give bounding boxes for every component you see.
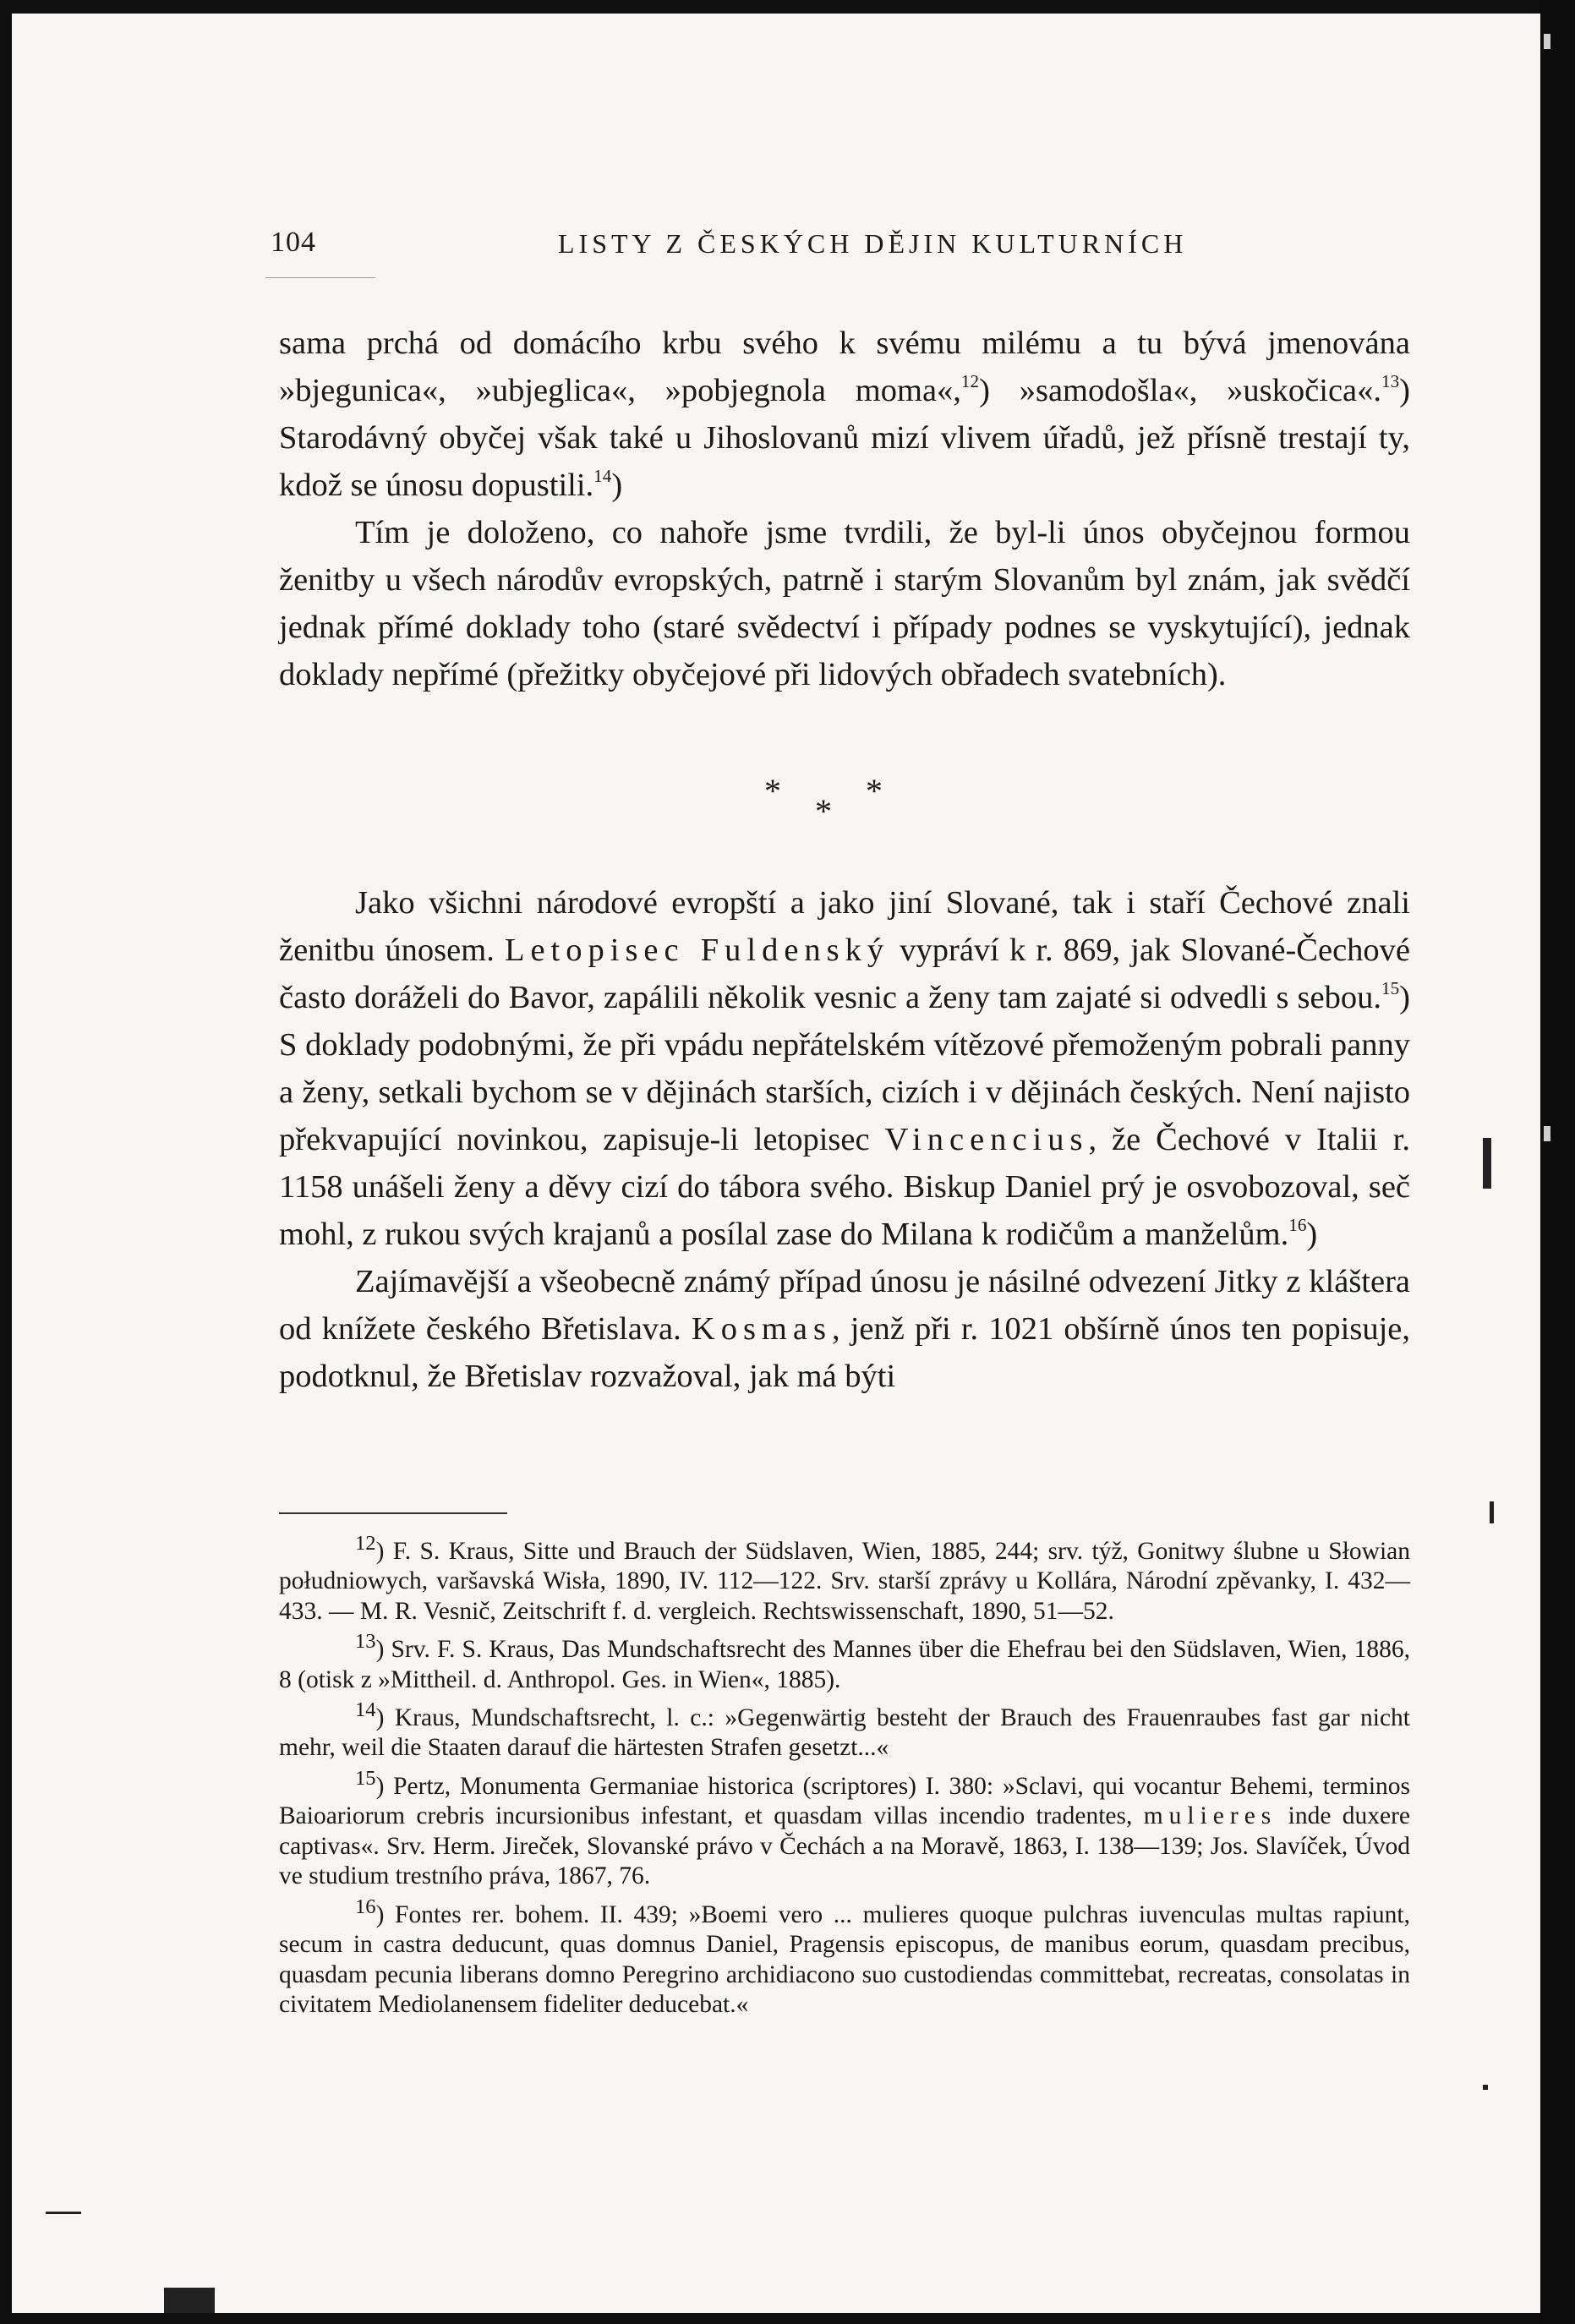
header-rule: [265, 277, 375, 278]
section-separator: [764, 771, 933, 839]
paragraph: [279, 320, 1410, 509]
edge-mark: [1483, 2085, 1488, 2090]
spaced-emphasis: Vincencius: [884, 1122, 1089, 1157]
spaced-emphasis: mulieres: [1143, 1802, 1277, 1830]
footnote-ref: 13: [1381, 371, 1400, 392]
text-run: Zajímavější a všeobecně známý případ únosu je násilné odvezení Jitky z kláštera od knížete českého Břetislava.: [279, 1264, 1410, 1347]
page-number: 104: [271, 227, 316, 258]
asterisk-left: *: [764, 772, 781, 810]
text-run: ) Fontes rer. bohem. II. 439; »Boemi vero ... mulieres quoque pulchras iuvenculas multas rapiunt, secum in castra deducunt, quas domnus Daniel, Pragensis episcopus, de manibus eorum, quasdam precibus, quasdam pecunia liberans domno Peregrino archidiacono suo custodiendas committebat, recreatas, consolatas in civitatem Mediolanensem fideliter deducebat.«: [279, 1900, 1410, 2019]
footnote: [279, 1695, 1410, 1764]
asterisk-middle: *: [815, 792, 832, 830]
text-run: , že Čechové v Italii r. 1158 unášeli ženy a děvy cizí do tábora svého. Biskup Daniel prý je osvobozoval, seč mohl, z rukou svých krajanů a posílal zase do Milana k rodičům a manželům.: [279, 1122, 1411, 1252]
edge-mark: [1544, 34, 1550, 49]
spaced-emphasis: Kosmas: [691, 1311, 832, 1347]
paragraph: [279, 879, 1410, 1258]
footnote-rule: [279, 1512, 507, 1514]
footnote-ref: 14: [355, 1698, 376, 1722]
book-page: [12, 14, 1540, 2313]
edge-mark: [1483, 1138, 1491, 1189]
text-run: inde duxere captivas«. Srv. Herm. Jireček, Slovanské právo v Čechách a na Moravě, 1863, I. 138—139; Jos. Slavíček, Úvod ve studium trestního práva, 1867, 76.: [279, 1802, 1410, 1890]
footnote: [279, 1764, 1410, 1892]
text-run: ) F. S. Kraus, Sitte und Brauch der Südslaven, Wien, 1885, 244; srv. týž, Gonitwy ślubne u Słowian południowych, varšavská Wisła, 1890, IV. 112—122. Srv. starší zprávy u Kollára, Národní zpěvanky, I. 432—433. — M. R. Vesnič, Zeitschrift f. d. vergleich. Rechtswissenschaft, 1890, 51—52.: [279, 1537, 1410, 1625]
footnote-ref: 12: [355, 1532, 376, 1555]
running-title: LISTY Z ČESKÝCH DĚJIN KULTURNÍCH: [558, 228, 1188, 259]
edge-mark: [1490, 1501, 1494, 1523]
footnote-ref: 14: [593, 466, 612, 487]
scan-edge: [1540, 0, 1575, 2324]
spaced-emphasis: Letopisec Fuldenský: [504, 932, 890, 968]
running-head: [271, 227, 1412, 264]
asterisk-right: *: [866, 772, 883, 810]
text-run: ): [1306, 1217, 1318, 1252]
edge-mark: [164, 2288, 215, 2313]
footnote: [279, 1627, 1410, 1695]
footnotes: [279, 1528, 1410, 2021]
text-run: ) »samodošla«, »uskočica«.: [979, 373, 1382, 408]
footnote-ref: 16: [1288, 1215, 1307, 1236]
body-text-section-2: [279, 879, 1410, 1400]
text-run: ) Srv. F. S. Kraus, Das Mundschaftsrecht des Mannes über die Ehefrau bei den Südslaven, Wien, 1886, 8 (otisk z »Mittheil. d. Anthropol. Ges. in Wien«, 1885).: [279, 1636, 1410, 1693]
footnote-ref: 13: [355, 1630, 376, 1654]
footnote-ref: 15: [355, 1766, 376, 1790]
text-run: ) Kraus, Mundschaftsrecht, l. c.: »Gegenwärtig besteht der Brauch des Frauenraubes fast gar nicht mehr, weil die Staaten darauf die härtesten Strafen gesetzt...«: [279, 1703, 1410, 1762]
text-run: , jenž při r. 1021 obšírně únos ten popisuje, podotknul, že Břetislav rozvažoval, jak má býti: [279, 1311, 1411, 1394]
text-run: ): [611, 468, 623, 503]
footnote-ref: 15: [1381, 978, 1400, 999]
text-run: vypráví k r. 869, jak Slované-Čechové často doráželi do Bavor, zapálili několik vesnic a ženy tam zajaté si odvedli s sebou.: [279, 932, 1410, 1015]
text-run: ) Starodávný obyčej však také u Jihoslovanů mizí vlivem úřadů, jež přísně trestají ty, kdož se únosu dopustili.: [279, 373, 1410, 503]
edge-mark: [46, 2212, 81, 2214]
body-text-section-1: [279, 320, 1410, 698]
text-run: ) S doklady podobnými, že při vpádu nepřátelském vítězové přemoženým pobrali panny a ženy, setkali bychom se v dějinách starších, cizích i v dějinách českých. Není najisto překvapující novinkou, zapisuje-li letopisec: [279, 980, 1410, 1157]
text-run: Jako všichni národové evropští a jako jiní Slované, tak i staří Čechové znali ženitbu únosem.: [279, 885, 1410, 968]
text-run: Tím je doloženo, co nahoře jsme tvrdili, že byl-li únos obyčejnou formou ženitby u všech národův evropských, patrně i starým Slovanům byl znám, jak svědčí jednak přímé doklady toho (staré svědectví i případy podnes se vyskytující), jednak doklady nepřímé (přežitky obyčejové při lidových obřadech svatebních).: [279, 515, 1410, 692]
footnote: [279, 1528, 1410, 1627]
footnote-ref: 16: [355, 1895, 376, 1918]
text-run: sama prchá od domácího krbu svého k svému milému a tu bývá jmenována »bjegunica«, »ubjeglica«, »pobjegnola moma«,: [279, 325, 1410, 408]
footnote-ref: 12: [960, 371, 980, 392]
footnote: [279, 1892, 1410, 2021]
paragraph: [279, 1258, 1410, 1400]
edge-mark: [1544, 1126, 1550, 1141]
paragraph: [279, 509, 1410, 698]
text-run: ) Pertz, Monumenta Germaniae historica (scriptores) I. 380: »Sclavi, qui vocantur Behemi, terminos Baioariorum crebris incursionibus infestant, et quasdam villas incendio tradentes,: [279, 1772, 1410, 1830]
